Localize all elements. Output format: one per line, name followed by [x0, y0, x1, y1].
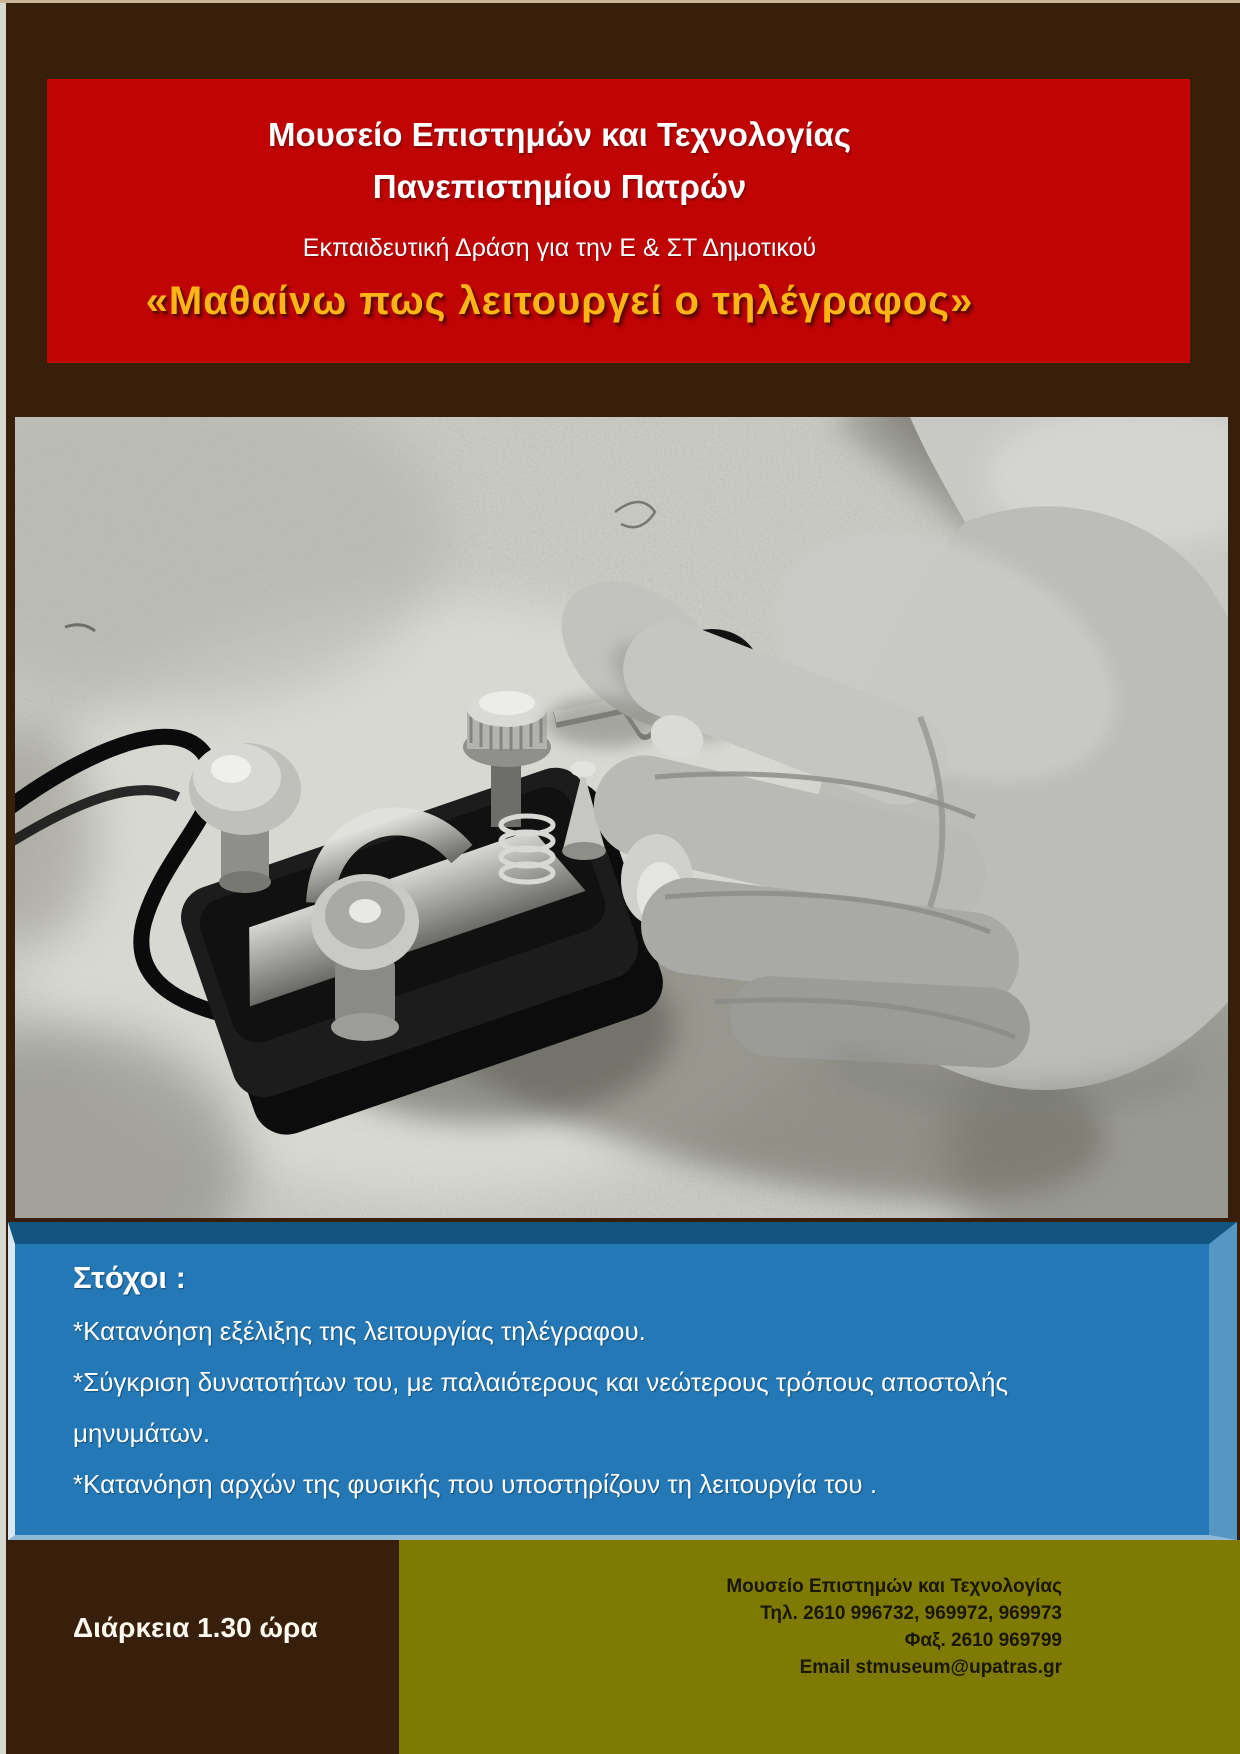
contact-phone: Τηλ. 2610 996732, 969972, 969973: [760, 1603, 1062, 1624]
goal-item: *Κατανόηση εξέλιξης της λειτουργίας τηλέγραφου.: [73, 1316, 646, 1346]
goal-item: *Κατανόηση αρχών της φυσικής που υποστηρίζουν τη λειτουργία του .: [73, 1469, 878, 1499]
pinky-finger: [728, 974, 1032, 1070]
duration-text: Διάρκεια 1.30 ώρα: [73, 1612, 318, 1643]
goals-panel: [8, 1222, 1237, 1540]
contact-email: Email stmuseum@upatras.gr: [799, 1657, 1062, 1678]
museum-title-line2: Πανεπιστημίου Πατρών: [372, 168, 747, 205]
museum-title: [59, 109, 1060, 213]
page-left-edge: [0, 0, 6, 1754]
activity-title: «Μαθαίνω πως λειτουργεί ο τηλέγραφος»: [145, 279, 974, 323]
page-top-edge: [0, 0, 1240, 3]
contact-panel: [399, 1540, 1240, 1754]
education-subtitle: Εκπαιδευτική Δράση για την Ε & ΣΤ Δημοτικού: [302, 234, 817, 262]
header-banner: [47, 79, 1190, 363]
contact-name: Μουσείο Επιστημών και Τεχνολογίας: [726, 1576, 1062, 1597]
contact-fax: Φαξ. 2610 969799: [904, 1630, 1062, 1651]
goals-heading: Στόχοι :: [73, 1260, 186, 1295]
telegraph-key-photo: [15, 417, 1228, 1218]
museum-title-line1: Μουσείο Επιστημών και Τεχνολογίας: [268, 116, 851, 153]
goal-item: *Σύγκριση δυνατοτήτων του, με παλαιότερους και νεώτερους τρόπους αποστολής μηνυμάτων.: [73, 1367, 1009, 1448]
